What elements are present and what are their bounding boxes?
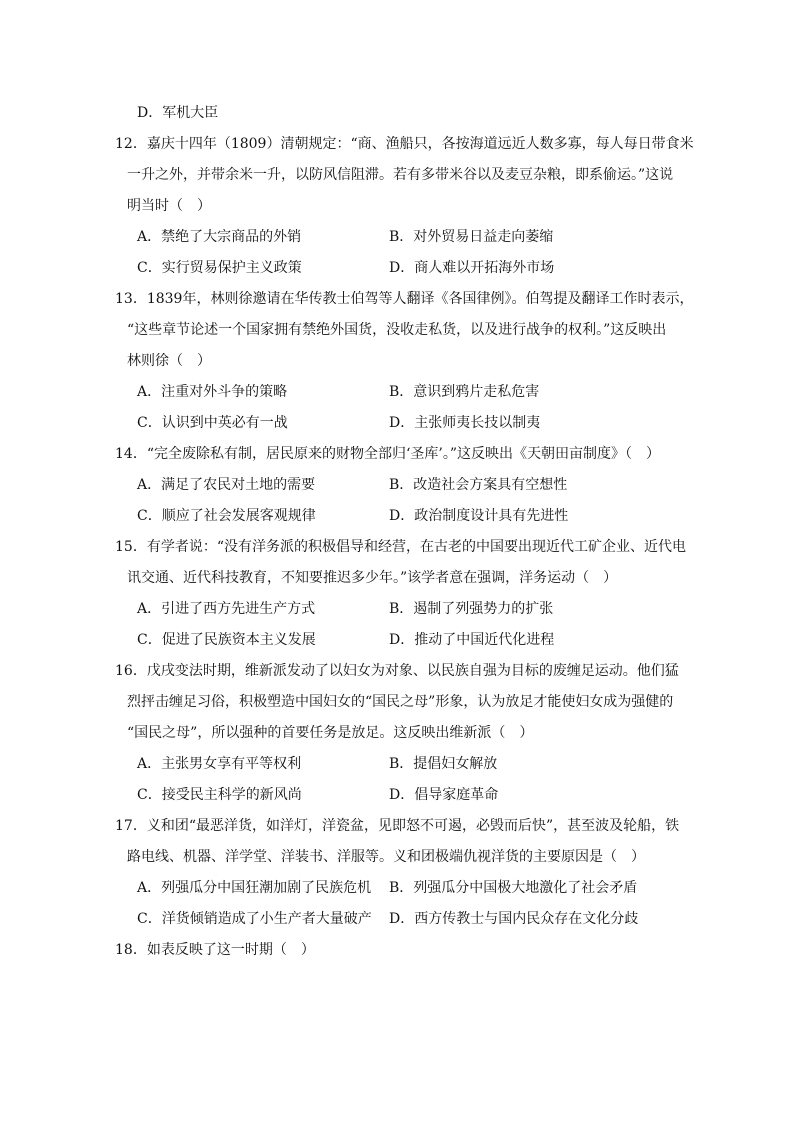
question-13-option-a: A．注重对外斗争的策略 xyxy=(137,384,288,400)
option-d-previous: D．军机大臣 xyxy=(137,105,219,121)
question-12-option-b: B．对外贸易日益走向萎缩 xyxy=(389,229,554,245)
question-16-option-a: A．主张男女享有平等权利 xyxy=(137,756,302,772)
question-16-line-1: 16．戊戌变法时期，维新派发动了以妇女为对象、以民族自强为目标的废缠足运动。他们猛 xyxy=(115,663,679,679)
question-16-line-2: 烈抨击缠足习俗，积极塑造中国妇女的“国民之母”形象，认为放足才能使妇女成为强健的 xyxy=(127,694,674,710)
question-13-line-3: 林则徐（ ） xyxy=(127,353,211,369)
question-16-option-b: B．提倡妇女解放 xyxy=(389,756,498,772)
question-13-option-b: B．意识到鸦片走私危害 xyxy=(389,384,540,400)
question-17-option-c: C．洋货倾销造成了小生产者大量破产 xyxy=(137,911,372,927)
question-12-option-d: D．商人难以开拓海外市场 xyxy=(389,260,555,276)
question-13-line-2: “这些章节论述一个国家拥有禁绝外国货，没收走私货，以及进行战争的权利。”这反映出 xyxy=(127,322,667,338)
question-13-option-d: D．主张师夷长技以制夷 xyxy=(389,415,541,431)
question-15-option-a: A．引进了西方先进生产方式 xyxy=(137,601,316,617)
question-15-option-d: D．推动了中国近代化进程 xyxy=(389,632,555,648)
question-14-option-c: C．顺应了社会发展客观规律 xyxy=(137,508,316,524)
question-14-option-a: A．满足了农民对土地的需要 xyxy=(137,477,316,493)
question-17-option-a: A．列强瓜分中国狂潮加剧了民族危机 xyxy=(137,880,372,896)
question-17-line-1: 17．义和团“最恶洋货，如洋灯，洋瓷盆，见即怒不可遏，必毁而后快”，甚至波及轮船，铁 xyxy=(115,818,680,834)
question-12-option-c: C．实行贸易保护主义政策 xyxy=(137,260,302,276)
question-14-option-b: B．改造社会方案具有空想性 xyxy=(389,477,568,493)
question-15-line-1: 15．有学者说：“没有洋务派的积极倡导和经营，在古老的中国要出现近代工矿企业、近代电 xyxy=(115,539,686,555)
question-12-line-2: 一升之外，并带余米一升，以防风信阻滞。若有多带米谷以及麦豆杂粮，即系偷运。”这说 xyxy=(127,167,674,183)
question-15-option-c: C．促进了民族资本主义发展 xyxy=(137,632,316,648)
question-14-option-d: D．政治制度设计具有先进性 xyxy=(389,508,569,524)
question-12-option-a: A．禁绝了大宗商品的外销 xyxy=(137,229,302,245)
question-17-option-d: D．西方传教士与国内民众存在文化分歧 xyxy=(389,911,639,927)
question-17-option-b: B．列强瓜分中国极大地激化了社会矛盾 xyxy=(389,880,638,896)
question-12-line-1: 12．嘉庆十四年（1809）清朝规定：“商、渔船只，各按海道远近人数多寡，每人每日带食米 xyxy=(115,136,694,152)
question-16-option-c: C．接受民主科学的新风尚 xyxy=(137,787,302,803)
question-15-line-2: 讯交通、近代科技教育，不知要推迟多少年。”该学者意在强调，洋务运动（ ） xyxy=(127,570,618,586)
question-15-option-b: B．遏制了列强势力的扩张 xyxy=(389,601,554,617)
question-17-line-2: 路电线、机器、洋学堂、洋装书、洋服等。义和团极端仇视洋货的主要原因是（ ） xyxy=(127,849,645,865)
question-16-option-d: D．倡导家庭革命 xyxy=(389,787,499,803)
question-14-line-1: 14．“完全废除私有制，居民原来的财物全部归‘圣库’。”这反映出《天朝田亩制度》（ ） xyxy=(115,446,661,462)
question-16-line-3: “国民之母”，所以强种的首要任务是放足。这反映出维新派（ ） xyxy=(127,725,534,741)
question-13-option-c: C．认识到中英必有一战 xyxy=(137,415,288,431)
question-13-line-1: 13．1839年，林则徐邀请在华传教士伯驾等人翻译《各国律例》。伯驾提及翻译工作时表示， xyxy=(115,291,694,307)
question-12-line-3: 明当时（ ） xyxy=(127,198,211,214)
question-18-line-1: 18．如表反映了这一时期（ ） xyxy=(115,942,315,958)
